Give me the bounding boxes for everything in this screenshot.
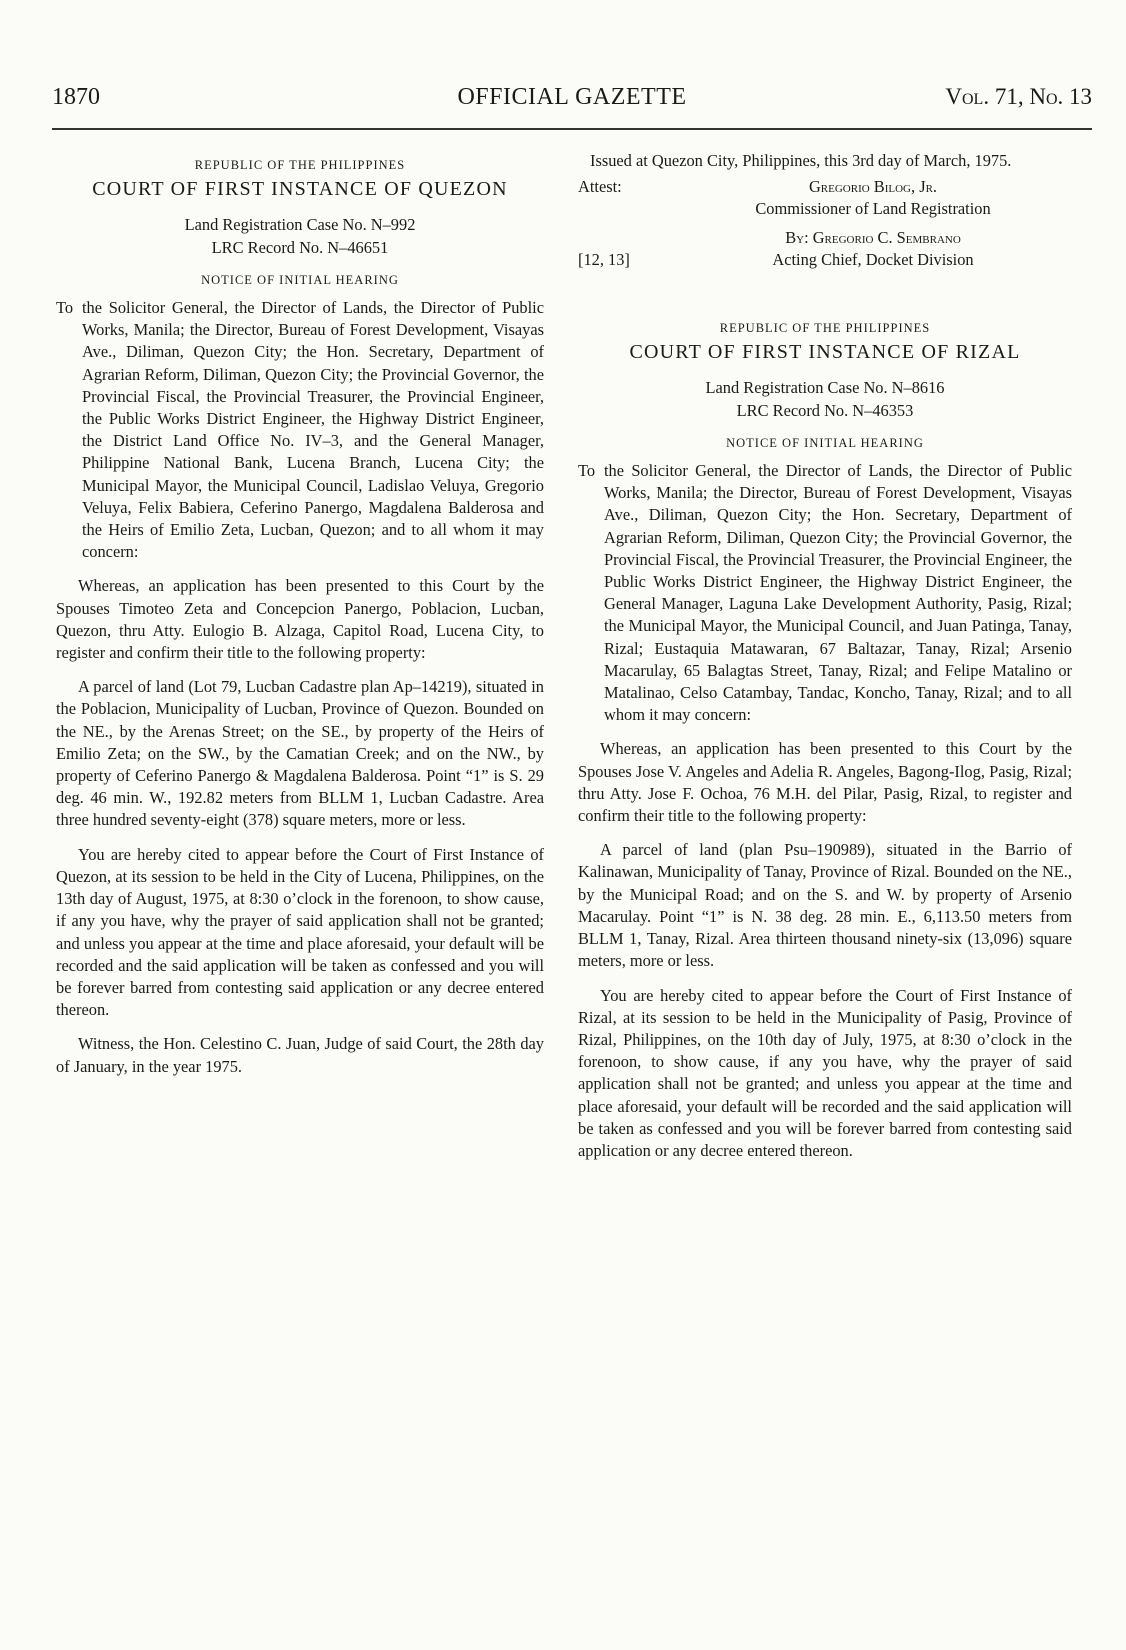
volume-number: Vol. 71, No. 13 [945, 84, 1092, 109]
issued-line: Issued at Quezon City, Philippines, this 3rd day of March, 1975. [590, 151, 1012, 170]
record-number: LRC Record No. N–46353 [736, 400, 914, 420]
republic-heading: REPUBLIC OF THE PHILIPPINES [719, 321, 931, 336]
right-column [578, 150, 1072, 1162]
issue-reference: [12, 13] [578, 249, 630, 269]
to-label: To [578, 461, 596, 481]
application-paragraph: Whereas, an application has been presented to this Court by the Spouses Jose V. Angeles and Adelia R. Angeles, Bagong-Ilog, Pasig, Rizal; thru Atty. Jose F. Ochoa, 76 M.H. del Pilar, Pasig, Rizal, to register and confirm their title to the following property: [578, 739, 1072, 826]
publication-title: OFFICIAL GAZETTE [457, 84, 687, 110]
page-header [52, 84, 1092, 124]
witness-paragraph: Witness, the Hon. Celestino C. Juan, Judge of said Court, the 28th day of January, in the year 1975. [56, 1034, 544, 1076]
citation-paragraph: You are hereby cited to appear before the Court of First Instance of Quezon, at its session to be held in the City of Lucena, Philippines, on the 13th day of August, 1975, at 8:30 o’clock in the forenoon, to show cause, if any you have, why the prayer of said application shall not be granted; and unless you appear at the time and place aforesaid, your default will be recorded and the said application will be taken as confessed and you will be forever barred from contesting said application or any decree entered thereon. [56, 844, 544, 1020]
citation-paragraph: You are hereby cited to appear before the Court of First Instance of Rizal, at its session to be held in the Municipality of Pasig, Province of Rizal, Philippines, on the 10th day of July, 1975, at 8:30 o’clock in the forenoon, to show cause, if any you have, why the prayer of said application shall not be granted; and unless you appear at the time and place aforesaid, your default will be recorded and the said application will be taken as confessed and you will be forever barred from contesting said application or any decree entered thereon. [578, 985, 1072, 1160]
attest-name: Gregorio Bilog, Jr. [808, 177, 938, 197]
application-paragraph: Whereas, an application has been presented to this Court by the Spouses Timoteo Zeta and Concepcion Panergo, Poblacion, Lucban, Quezon, thru Atty. Eulogio B. Alzaga, Capitol Road, Lucena City, to register and confirm their title to the following property: [56, 576, 544, 663]
addressees-block [56, 297, 544, 563]
by-name: By: Gregorio C. Sembrano [785, 227, 961, 247]
case-number: Land Registration Case No. N–992 [184, 215, 416, 235]
notice-heading: NOTICE OF INITIAL HEARING [201, 272, 399, 287]
addressees-text: the Solicitor General, the Director of Lands, the Director of Public Works, Manila; the Director, Bureau of Forest Development, Visayas Ave., Diliman, Quezon City; the Hon. Secretary, Department of Agrarian Reform, Diliman, Quezon City; the Provincial Governor, the Provincial Fiscal, the Provincial Treasurer, the Provincial Engineer, the Public Works District Engineer, the Highway District Engineer, the District Land Office No. IV–3, and the General Manager, Philippine National Bank, Lucena Branch, Lucena City; the Municipal Mayor, the Municipal Council, Ladislao Veluya, Gregorio Veluya, Felix Babiera, Ceferino Panergo, Magdalena Balderosa and the Heirs of Emilio Zeta, Lucban, Quezon; and to all whom it may concern: [82, 298, 544, 562]
header-rule [52, 128, 1092, 130]
court-heading: COURT OF FIRST INSTANCE OF RIZAL [629, 341, 1021, 364]
court-heading: COURT OF FIRST INSTANCE OF QUEZON [92, 178, 508, 201]
attest-label: Attest: [578, 177, 622, 197]
by-title: Acting Chief, Docket Division [772, 249, 974, 269]
attest-block [578, 176, 1072, 220]
property-paragraph: A parcel of land (Lot 79, Lucban Cadastre plan Ap–14219), situated in the Poblacion, Municipality of Lucban, Province of Quezon. Bounded on the NE., by the Arenas Street; on the SE., by property of the Heirs of Emilio Zeta; on the SW., by the Camatian Creek; and on the NW., by property of Ceferino Panergo & Magdalena Balderosa. Point “1” is S. 29 deg. 46 min. W., 192.82 meters from BLLM 1, Lucban Cadastre. Area three hundred seventy-eight (378) square meters, more or less. [56, 677, 544, 830]
attest-title: Commissioner of Land Registration [755, 199, 991, 219]
addressees-block [578, 460, 1072, 726]
case-number: Land Registration Case No. N–8616 [705, 378, 945, 398]
addressees-text: the Solicitor General, the Director of Lands, the Director of Public Works, Manila; the Director, Bureau of Forest Development, Visayas Ave., Diliman, Quezon City; the Hon. Secretary, Department of Agrarian Reform, Diliman, Quezon City; the Provincial Governor, the Provincial Fiscal, the Provincial Treasurer, the Provincial Engineer, the Public Works District Engineer, the Highway District Engineer, the General Manager, Laguna Lake Development Authority, Pasig, Rizal; the Municipal Mayor, the Municipal Council, and Juan Patinga, Tanay, Rizal; Eustaquia Matawaran, 67 Baltazar, Tanay, Rizal; Arsenio Macarulay, 65 Balagtas Street, Tanay, Rizal; and Felipe Matalino or Matalinao, Celso Catambay, Tandac, Koncho, Tanay, Rizal; and to all whom it may concern: [604, 461, 1072, 725]
notice-heading: NOTICE OF INITIAL HEARING [726, 435, 924, 450]
left-column [56, 150, 544, 1078]
republic-heading: REPUBLIC OF THE PHILIPPINES [194, 158, 406, 172]
to-label: To [56, 298, 74, 318]
property-paragraph: A parcel of land (plan Psu–190989), situated in the Barrio of Kalinawan, Municipality of Tanay, Province of Rizal. Bounded on the NE., by the Municipal Road; and on the S. and W. by property of Arsenio Macarulay. Point “1” is N. 38 deg. 28 min. E., 6,113.50 meters from BLLM 1, Tanay, Rizal. Area thirteen thousand ninety-six (13,096) square meters, more or less. [578, 840, 1072, 971]
record-number: LRC Record No. N–46651 [211, 237, 389, 257]
page-number: 1870 [52, 84, 100, 110]
by-block [578, 227, 1072, 271]
